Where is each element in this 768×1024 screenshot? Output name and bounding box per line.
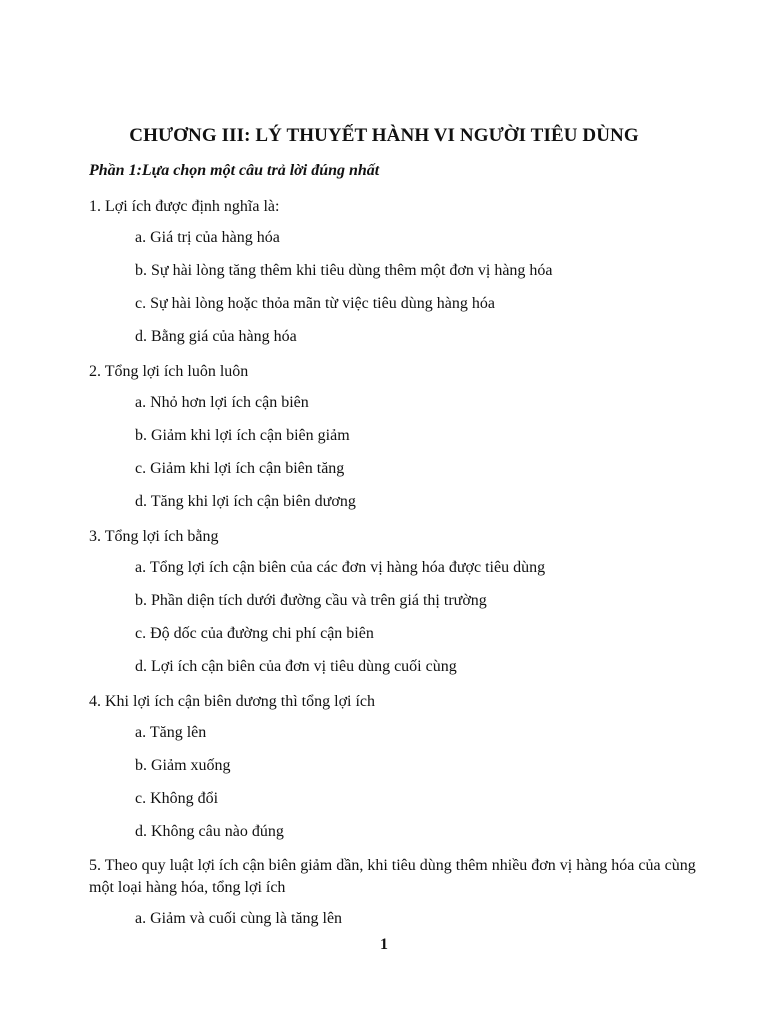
question-1-option-a: a. Giá trị của hàng hóa [135, 229, 280, 246]
question-3: 3. Tổng lợi ích bằng [89, 528, 219, 545]
question-2-option-d: d. Tăng khi lợi ích cận biên dương [135, 493, 356, 510]
question-1-option-d: d. Bằng giá của hàng hóa [135, 328, 297, 345]
question-1: 1. Lợi ích được định nghĩa là: [89, 198, 280, 215]
question-2-option-c: c. Giảm khi lợi ích cận biên tăng [135, 460, 345, 477]
question-1-option-c: c. Sự hài lòng hoặc thỏa mãn từ việc tiêu dùng hàng hóa [135, 295, 495, 312]
page-number: 1 [380, 936, 388, 953]
question-4-option-a: a. Tăng lên [135, 724, 207, 741]
chapter-title: CHƯƠNG III: LÝ THUYẾT HÀNH VI NGƯỜI TIÊU DÙNG [129, 125, 639, 146]
question-3-option-d: d. Lợi ích cận biên của đơn vị tiêu dùng cuối cùng [135, 658, 457, 675]
question-2-option-b: b. Giảm khi lợi ích cận biên giảm [135, 427, 350, 444]
question-1-option-b: b. Sự hài lòng tăng thêm khi tiêu dùng thêm một đơn vị hàng hóa [135, 262, 553, 279]
question-5: 5. Theo quy luật lợi ích cận biên giảm dần, khi tiêu dùng thêm nhiều đơn vị hàng hóa của cùng một loại hàng hóa, tổng lợi ích [89, 857, 696, 896]
question-5-option-a: a. Giảm và cuối cùng là tăng lên [135, 910, 343, 927]
question-4-option-c: c. Không đổi [135, 790, 219, 807]
question-3-option-b: b. Phần diện tích dưới đường cầu và trên giá thị trường [135, 592, 487, 609]
question-4-option-b: b. Giảm xuống [135, 757, 231, 774]
question-4: 4. Khi lợi ích cận biên dương thì tổng lợi ích [89, 693, 376, 710]
question-3-option-a: a. Tổng lợi ích cận biên của các đơn vị hàng hóa được tiêu dùng [135, 559, 546, 576]
question-2-option-a: a. Nhỏ hơn lợi ích cận biên [135, 394, 309, 411]
question-3-option-c: c. Độ dốc của đường chi phí cận biên [135, 625, 374, 642]
question-4-option-d: d. Không câu nào đúng [135, 823, 284, 840]
section-heading: Phần 1:Lựa chọn một câu trả lời đúng nhất [89, 162, 380, 179]
question-2: 2. Tổng lợi ích luôn luôn [89, 363, 249, 380]
